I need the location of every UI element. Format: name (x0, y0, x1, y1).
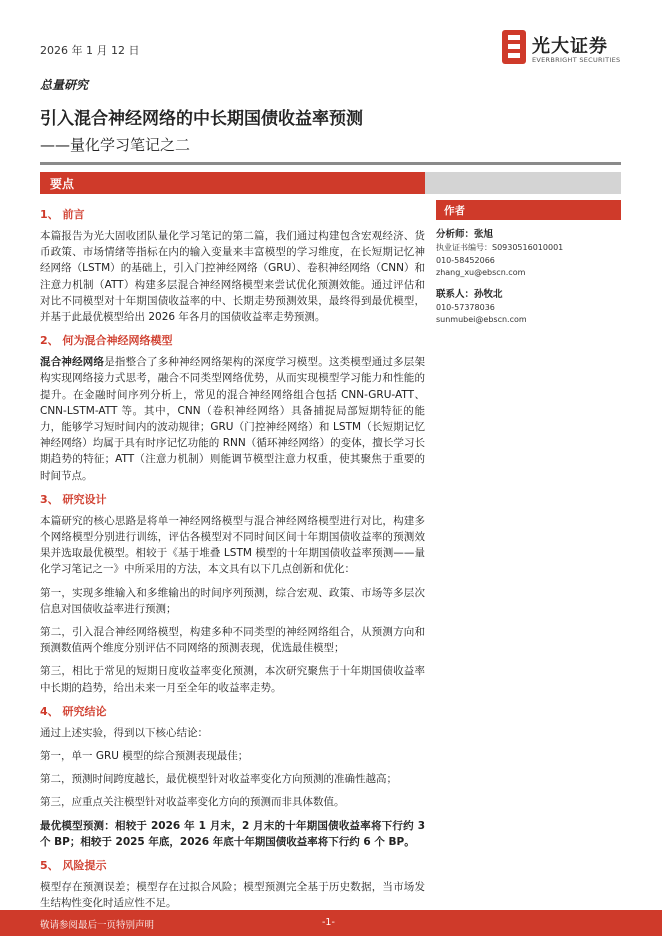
section-heading-risk: 5、 风险提示 (40, 859, 107, 873)
section-heading-research-design: 3、 研究设计 (40, 492, 107, 506)
section-heading-hybrid-model: 2、 何为混合神经网络模型 (40, 334, 173, 348)
analyst-phone: 010-58452066 (436, 255, 495, 265)
risk-paragraph: 模型存在预测误差；模型存在过拟合风险；模型预测完全基于历史数据，当市场发生结构性变化时适应性不足。 (40, 881, 425, 910)
key-points-label: 要点 (50, 177, 75, 191)
hybrid-model-text: 是指整合了多种神经网络架构的深度学习模型。这类模型通过多层架构实现网络接力式思考，融合不同类型网络优势，从而实现模型学习能力和性能的提升。在金融时间序列分析上，常见的混合神经网络组合包括 CNN-GRU-ATT、CNN-LSTM-ATT 等。其中，CNN（卷积神经网络）具备捕捉局部短期特征的能力，能够学习短时间内的波动规律；GRU（门控神经网络）和 LSTM（长短期记忆神经网络）均属于具有时序记忆功能的 RNN（循环神经网络）的变体，擅长学习长期趋势的特征；ATT（注意力机制）则能调节模型注意力权重，使其聚焦于重要的时间节点。 (40, 356, 426, 482)
section-heading-preface: 1、 前言 (40, 208, 85, 221)
report-date: 2026 年 1 月 12 日 (40, 44, 140, 57)
company-logo (502, 30, 622, 70)
page-number: -1- (322, 917, 335, 928)
logo-mark-icon (502, 30, 526, 64)
conclusions-intro: 通过上述实验，得到以下核心结论： (40, 726, 208, 739)
conclusion-point-2: 第二，预测时间跨度越长，最优模型针对收益率变化方向预测的准确性越高； (40, 773, 397, 786)
contact-phone: 010-57378036 (436, 302, 495, 312)
conclusion-point-1: 第一，单一 GRU 模型的综合预测表现最佳； (40, 750, 249, 763)
key-points-bar (40, 172, 425, 194)
footer-disclaimer: 敬请参阅最后一页特别声明 (40, 920, 155, 931)
section-heading-conclusions: 4、 研究结论 (40, 704, 107, 718)
report-subtitle: ——量化学习笔记之二 (40, 136, 191, 154)
contact-name: 联系人：孙牧北 (436, 288, 503, 300)
contact-block (436, 288, 622, 327)
report-title: 引入混合神经网络的中长期国债收益率预测 (40, 109, 363, 129)
hybrid-model-term: 混合神经网络 (40, 356, 105, 369)
logo-text-en: EVERBRIGHT SECURITIES (532, 56, 621, 64)
research-design-point-3: 第三，相比于常见的短期日度收益率变化预测，本次研究聚焦于十年期国债收益率中长期的趋势，给出未来一月至全年的收益率走势。 (40, 665, 425, 694)
key-points-body (40, 206, 425, 919)
page-footer (0, 910, 662, 936)
author-bar (436, 200, 621, 220)
title-divider (40, 162, 621, 165)
optimal-model-forecast: 最优模型预测：相较于 2026 年 1 月末，2 月末的十年期国债收益率将下行约 3 个 BP；相较于 2025 年底，2026 年底十年期国债收益率将下行约 6 个 BP。 (40, 819, 425, 848)
research-design-paragraph: 本篇研究的核心思路是将单一神经网络模型与混合神经网络模型进行对比，构建多个网络模型分别进行训练，评估各模型对不同时间区间十年期国债收益率的预测效果并选取最优模型。相较于《基于堆叠 LSTM 模型的十年期国债收益率预测——量化学习笔记之一》中所采用的方法，本文具有以下几点创新和优化： (40, 514, 425, 576)
preface-paragraph: 本篇报告为光大固收团队量化学习笔记的第二篇，我们通过构建包含宏观经济、货币政策、市场情绪等指标在内的输入变量来丰富模型的学习维度，在长短期记忆神经网络（LSTM）的基础上，引入门控神经网络（GRU）、卷积神经网络（CNN）和注意力机制（ATT）构建多层混合神经网络模型来尝试优化预测效能。通过评估和对比不同模型对十年期国债收益率的中、长期走势预测效果，最终得到最优模型，并基于此最优模型给出 2026 年各月的国债收益率走势预测。 (40, 230, 425, 324)
research-design-point-1: 第一，实现多维输入和多维输出的时间序列预测，综合宏观、政策、市场等多层次信息对国债收益率进行预测； (40, 586, 425, 615)
hybrid-model-paragraph (40, 354, 425, 484)
report-category: 总量研究 (40, 78, 89, 92)
analyst-block (436, 228, 622, 280)
key-points-bar-extension (425, 172, 621, 194)
analyst-name: 分析师：张旭 (436, 229, 494, 240)
author-sidebar (436, 200, 622, 327)
logo-text-cn: 光大证券 (532, 36, 608, 57)
analyst-license: 执业证书编号：S0930516010001 (436, 243, 564, 252)
conclusion-point-3: 第三，应重点关注模型针对收益率变化方向的预测而非具体数值。 (40, 796, 345, 809)
contact-email[interactable]: sunmubei@ebscn.com (436, 315, 527, 324)
author-label: 作者 (444, 205, 465, 217)
research-design-point-2: 第二，引入混合神经网络模型，构建多种不同类型的神经网络组合，从预测方向和预测数值两个维度分别评估不同网络的预测表现，优选最佳模型； (40, 626, 425, 655)
analyst-email[interactable]: zhang_xu@ebscn.com (436, 268, 526, 277)
